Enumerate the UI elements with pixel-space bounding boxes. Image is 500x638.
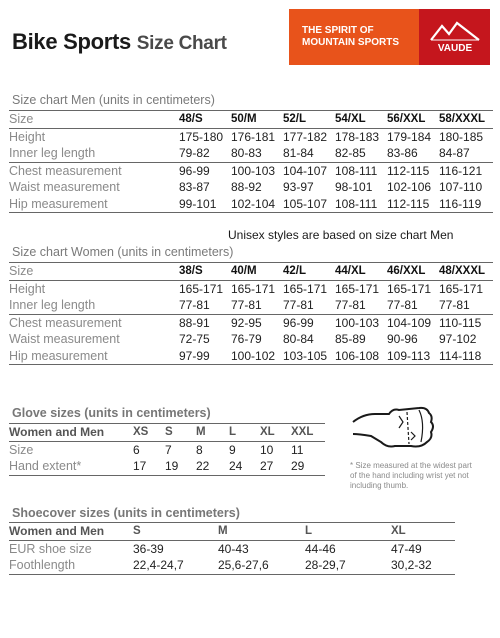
glove-size-col: XS	[133, 424, 165, 442]
table-cell: 6	[133, 442, 140, 457]
men-size-col: 54/XL	[335, 111, 387, 129]
row-label: Waist measurement	[9, 180, 120, 195]
title-sub: Size Chart	[136, 33, 227, 54]
glove-header-row	[9, 424, 325, 442]
shoecover-size-col: M	[218, 523, 305, 541]
shoecover-size-table	[9, 522, 455, 575]
table-cell: 22	[196, 458, 229, 475]
table-cell: 97-102	[439, 332, 477, 347]
table-cell: 90-96	[387, 332, 418, 347]
men-header-label: Size	[9, 111, 179, 129]
table-cell: 30,2-32	[391, 557, 455, 574]
table-cell: 165-171	[283, 281, 328, 296]
glove-size-col: L	[229, 424, 260, 442]
glove-section-title: Glove sizes (units in centimeters)	[12, 406, 211, 420]
table-cell: 100-102	[231, 348, 283, 365]
table-cell: 10	[260, 442, 274, 457]
row-label: Hand extent*	[9, 458, 133, 475]
table-cell: 27	[260, 458, 291, 475]
men-size-col: 58/XXXL	[439, 111, 493, 129]
table-cell: 83-86	[387, 146, 418, 161]
table-row	[9, 162, 493, 179]
table-cell: 7	[165, 442, 172, 457]
table-cell: 77-81	[283, 298, 314, 313]
table-cell: 83-87	[179, 180, 210, 195]
row-label: Foothlength	[9, 557, 133, 574]
table-row	[9, 314, 493, 331]
table-cell: 178-183	[335, 129, 380, 144]
men-header-row	[9, 111, 493, 129]
table-cell: 104-107	[283, 162, 335, 179]
table-cell: 77-81	[179, 298, 210, 313]
shoecover-section-title: Shoecover sizes (units in centimeters)	[12, 506, 240, 520]
row-label: Inner leg length	[9, 298, 96, 313]
table-cell: 105-107	[283, 196, 335, 213]
table-cell: 96-99	[179, 162, 231, 179]
table-cell: 47-49	[391, 541, 422, 556]
glove-size-col: XL	[260, 424, 291, 442]
table-cell: 82-85	[335, 146, 366, 161]
table-cell: 77-81	[387, 298, 418, 313]
shoecover-size-col: L	[305, 523, 391, 541]
table-cell: 93-97	[283, 180, 314, 195]
men-section-title: Size chart Men (units in centimeters)	[12, 93, 215, 107]
glove-footnote: * Size measured at the widest part of the hand including wrist yet not including thumb.	[350, 461, 472, 490]
table-cell: 11	[291, 442, 304, 457]
table-row	[9, 196, 493, 213]
table-cell: 109-113	[387, 348, 439, 365]
table-cell: 79-82	[179, 146, 210, 161]
women-header-label: Size	[9, 263, 179, 281]
table-cell: 104-109	[387, 314, 439, 331]
men-size-table	[9, 110, 493, 213]
table-cell: 24	[229, 458, 260, 475]
table-cell: 180-185	[439, 129, 484, 144]
table-cell: 88-92	[231, 180, 262, 195]
table-cell: 165-171	[179, 281, 224, 296]
table-row	[9, 128, 493, 145]
table-cell: 76-79	[231, 332, 262, 347]
row-label: Height	[9, 129, 46, 144]
table-cell: 177-182	[283, 129, 328, 144]
women-header-row	[9, 263, 493, 281]
table-cell: 25,6-27,6	[218, 557, 305, 574]
table-cell: 102-106	[387, 180, 432, 195]
table-cell: 102-104	[231, 196, 283, 213]
table-cell: 116-121	[439, 162, 493, 179]
table-cell: 19	[165, 458, 196, 475]
table-row	[9, 557, 455, 574]
table-cell: 44-46	[305, 541, 336, 556]
table-cell: 85-89	[335, 332, 366, 347]
women-size-col: 38/S	[179, 263, 231, 281]
table-cell: 106-108	[335, 348, 387, 365]
table-cell: 28-29,7	[305, 557, 391, 574]
shoecover-header-row	[9, 523, 455, 541]
glove-size-table	[9, 423, 325, 476]
table-cell: 98-101	[335, 180, 373, 195]
shoecover-size-col: XL	[391, 523, 455, 541]
table-cell: 92-95	[231, 314, 283, 331]
table-cell: 179-184	[387, 129, 432, 144]
table-row	[9, 540, 455, 557]
table-row	[9, 145, 493, 162]
table-cell: 103-105	[283, 348, 335, 365]
table-cell: 175-180	[179, 129, 224, 144]
slogan-line-2: MOUNTAIN SPORTS	[302, 37, 400, 48]
table-cell: 80-84	[283, 332, 314, 347]
table-cell: 29	[291, 458, 325, 475]
table-cell: 84-87	[439, 146, 470, 161]
men-size-col: 50/M	[231, 111, 283, 129]
page-title	[12, 29, 227, 55]
mountain-logo-icon	[427, 18, 483, 56]
logo-text: VAUDE	[437, 43, 472, 54]
shoecover-header-label: Women and Men	[9, 523, 133, 541]
women-size-col: 48/XXXL	[439, 263, 493, 281]
table-row	[9, 441, 325, 458]
brand-banner	[289, 9, 490, 65]
glove-size-col: M	[196, 424, 229, 442]
table-row	[9, 331, 493, 348]
table-row	[9, 348, 493, 365]
table-cell: 88-91	[179, 314, 231, 331]
table-cell: 165-171	[335, 281, 380, 296]
table-cell: 97-99	[179, 348, 231, 365]
slogan-line-1: THE SPIRIT OF	[302, 25, 374, 36]
table-cell: 100-103	[231, 162, 283, 179]
table-cell: 108-111	[335, 162, 387, 179]
row-label: Inner leg length	[9, 146, 96, 161]
row-label: EUR shoe size	[9, 541, 92, 556]
table-cell: 8	[196, 442, 203, 457]
glove-size-col: XXL	[291, 424, 325, 442]
shoecover-size-col: S	[133, 523, 218, 541]
men-size-col: 52/L	[283, 111, 335, 129]
table-row	[9, 297, 493, 314]
row-label: Hip measurement	[9, 196, 179, 213]
table-cell: 96-99	[283, 314, 335, 331]
table-cell: 112-115	[387, 162, 439, 179]
table-cell: 165-171	[439, 281, 484, 296]
table-cell: 165-171	[231, 281, 276, 296]
unisex-note: Unisex styles are based on size chart Men	[228, 228, 454, 242]
table-cell: 36-39	[133, 541, 164, 556]
table-cell: 77-81	[439, 298, 470, 313]
women-size-table	[9, 262, 493, 365]
table-cell: 81-84	[283, 146, 314, 161]
table-cell: 112-115	[387, 196, 439, 213]
table-row	[9, 458, 325, 475]
table-cell: 77-81	[231, 298, 262, 313]
glove-size-col: S	[165, 424, 196, 442]
table-cell: 17	[133, 458, 165, 475]
women-section-title: Size chart Women (units in centimeters)	[12, 245, 234, 259]
table-cell: 165-171	[387, 281, 432, 296]
women-size-col: 40/M	[231, 263, 283, 281]
table-cell: 110-115	[439, 314, 493, 331]
women-size-col: 46/XXL	[387, 263, 439, 281]
table-cell: 114-118	[439, 348, 493, 365]
men-size-col: 48/S	[179, 111, 231, 129]
row-label: Size	[9, 442, 34, 457]
vaude-logo	[419, 9, 490, 65]
table-cell: 100-103	[335, 314, 387, 331]
table-cell: 40-43	[218, 541, 249, 556]
row-label: Waist measurement	[9, 332, 120, 347]
row-label: Height	[9, 281, 46, 296]
table-row	[9, 280, 493, 297]
brand-slogan	[289, 9, 419, 65]
table-cell: 22,4-24,7	[133, 557, 218, 574]
title-main: Bike Sports	[12, 29, 131, 54]
glove-header-label: Women and Men	[9, 424, 133, 442]
row-label: Chest measurement	[9, 314, 179, 331]
women-size-col: 42/L	[283, 263, 335, 281]
table-cell: 72-75	[179, 332, 210, 347]
men-size-col: 56/XXL	[387, 111, 439, 129]
row-label: Hip measurement	[9, 348, 179, 365]
table-cell: 108-111	[335, 196, 387, 213]
table-cell: 116-119	[439, 196, 493, 213]
table-cell: 80-83	[231, 146, 262, 161]
table-row	[9, 179, 493, 196]
table-cell: 176-181	[231, 129, 276, 144]
table-cell: 77-81	[335, 298, 366, 313]
women-size-col: 44/XL	[335, 263, 387, 281]
table-cell: 107-110	[439, 180, 483, 195]
hand-measurement-icon	[349, 402, 439, 454]
row-label: Chest measurement	[9, 162, 179, 179]
table-cell: 99-101	[179, 196, 231, 213]
table-cell: 9	[229, 442, 236, 457]
